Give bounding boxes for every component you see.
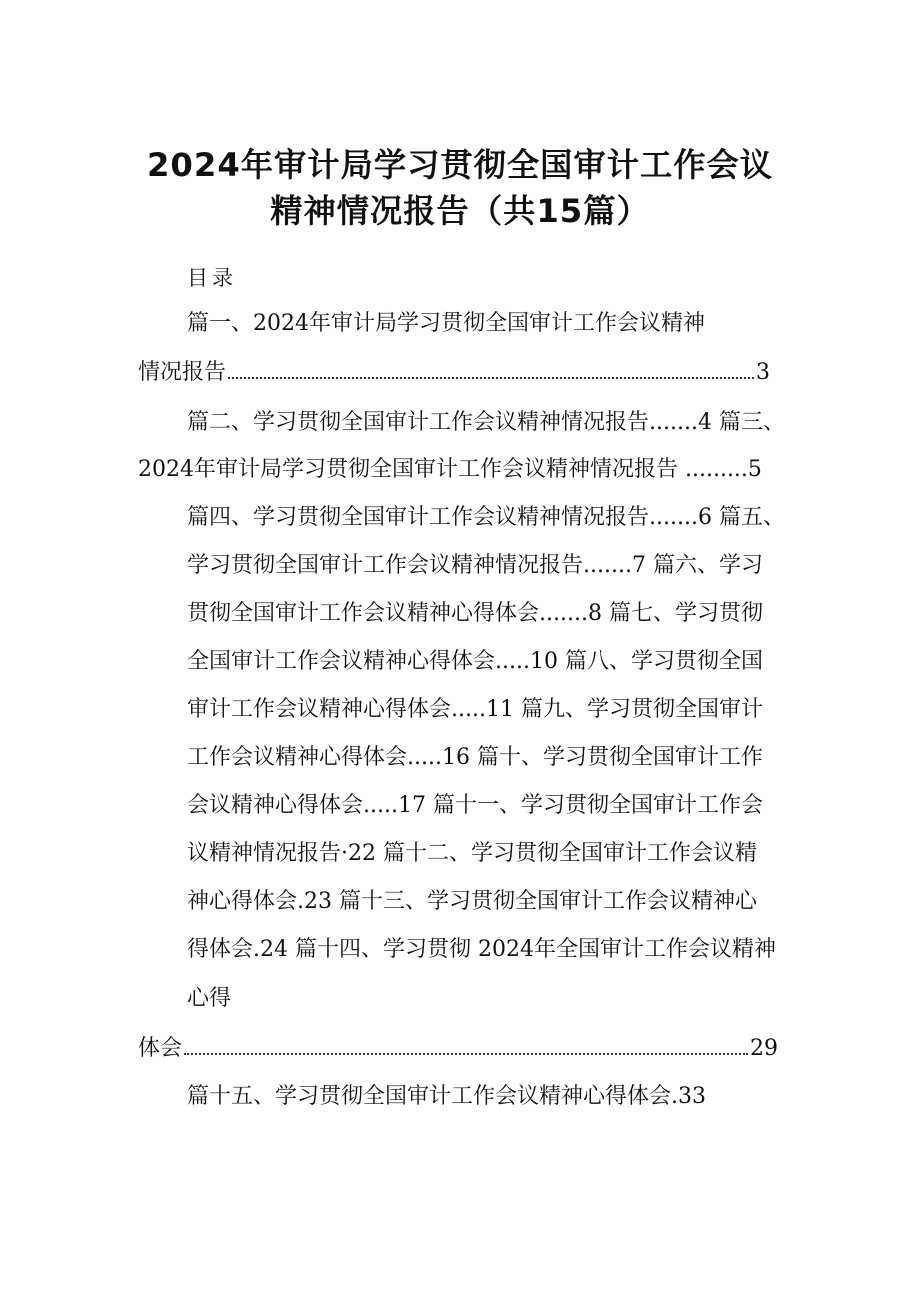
toc-line-3: 篇二、学习贯彻全国审计工作会议精神情况报告.......4 篇三、	[187, 410, 785, 435]
toc-line-10: 工作会议精神心得体会.....16 篇十、学习贯彻全国审计工作	[187, 745, 763, 770]
toc-line-1: 篇一、2024年审计局学习贯彻全国审计工作会议精神	[187, 311, 705, 336]
toc-entry-text: 情况报告	[138, 360, 227, 385]
toc-line-17: 篇十五、学习贯彻全国审计工作会议精神心得体会.33	[187, 1084, 706, 1109]
toc-entry-text: 体会	[138, 1036, 183, 1061]
toc-line-14: 得体会.24 篇十四、学习贯彻 2024年全国审计工作会议精神	[187, 937, 776, 962]
document-title-line-2: 精神情况报告（共15篇）	[270, 192, 650, 230]
toc-line-15: 心得	[187, 986, 232, 1011]
toc-line-11: 会议精神心得体会.....17 篇十一、学习贯彻全国审计工作会	[187, 793, 763, 818]
toc-heading: 目录	[187, 266, 237, 290]
dotted-leader	[184, 1053, 748, 1055]
document-title-line-1: 2024年审计局学习贯彻全国审计工作会议	[146, 146, 774, 184]
toc-line-13: 神心得体会.23 篇十三、学习贯彻全国审计工作会议精神心	[187, 889, 757, 914]
toc-line-9: 审计工作会议精神心得体会.....11 篇九、学习贯彻全国审计	[187, 697, 763, 722]
toc-line-12: 议精神情况报告·22 篇十二、学习贯彻全国审计工作会议精	[187, 841, 757, 866]
toc-line-2	[138, 358, 770, 388]
toc-line-7: 贯彻全国审计工作会议精神心得体会.......8 篇七、学习贯彻	[187, 601, 763, 626]
toc-line-8: 全国审计工作会议精神心得体会.....10 篇八、学习贯彻全国	[187, 649, 763, 674]
toc-page-number: 29	[750, 1036, 778, 1061]
toc-line-6: 学习贯彻全国审计工作会议精神情况报告.......7 篇六、学习	[187, 553, 763, 578]
toc-line-5: 篇四、学习贯彻全国审计工作会议精神情况报告.......6 篇五、	[187, 505, 785, 530]
toc-line-16	[138, 1034, 778, 1064]
toc-line-4: 2024年审计局学习贯彻全国审计工作会议精神情况报告 .........5	[138, 457, 762, 482]
dotted-leader	[228, 377, 754, 379]
toc-page-number: 3	[756, 360, 770, 385]
